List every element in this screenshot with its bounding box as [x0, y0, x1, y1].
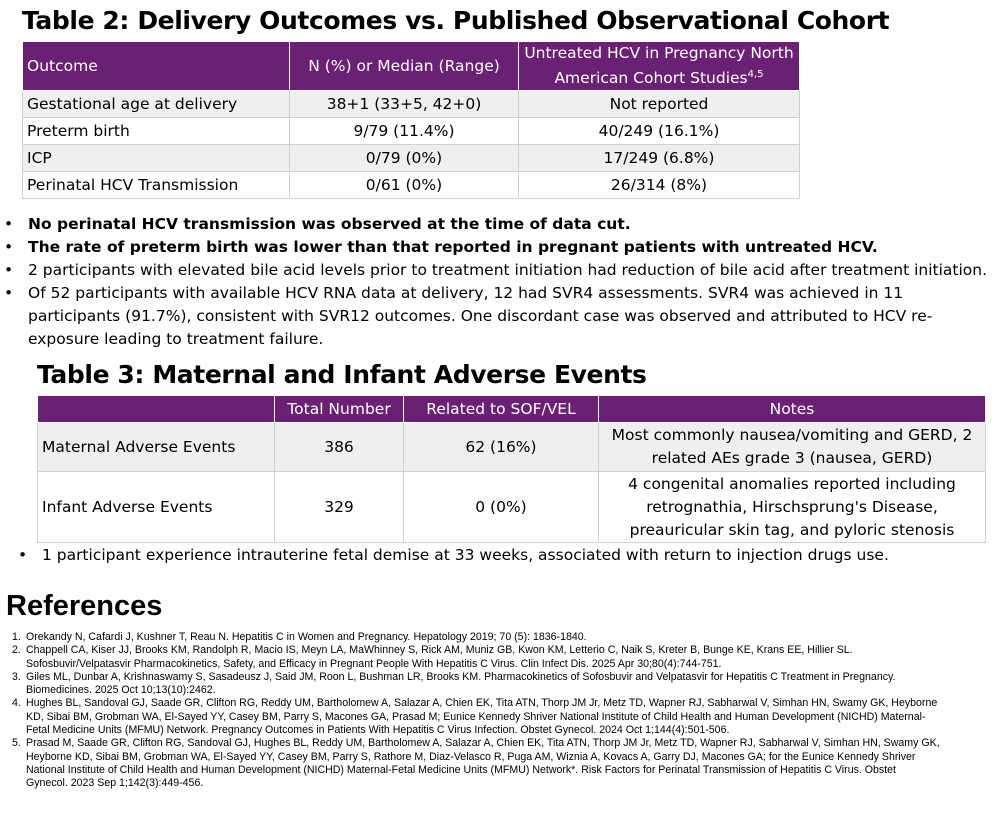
column-header-outcome: Outcome [23, 42, 290, 91]
column-header-related: Related to SOF/VEL [404, 396, 599, 423]
bullet-marker: • [4, 261, 14, 279]
cohort-cell: 26/314 (8%) [519, 172, 800, 199]
outcome-cell: Preterm birth [23, 118, 290, 145]
reference-text: Giles ML, Dunbar A, Krishnaswamy S, Sasadeusz J, Said JM, Roon L, Bushman LR, Brooks KM. Pharmacokinetics of Sofosbuvir and Velpatasvir for Hepatitis C Treatment in Pregnancy. Biomedicines. 2025 Oct 10;13(10):2462. [26, 670, 896, 697]
column-header-blank [38, 396, 275, 423]
column-header-cohort [519, 42, 800, 91]
table-header-row [38, 396, 986, 423]
value-cell: 38+1 (33+5, 42+0) [290, 91, 519, 118]
reference-text: Orekandy N, Cafardi J, Kushner T, Reau N. Hepatitis C in Women and Pregnancy. Hepatology 2019; 70 (5): 1836-1840. [26, 631, 587, 643]
reference-text: Chappell CA, Kiser JJ, Brooks KM, Randolph R, Macio IS, Meyn LA, MaWhinney S, Rick AM, Muniz GB, Kwon KM, Letterio C, Naik S, Kreter B, Bunge KE, Krans EE, Hillier SL. Sofosbuvir/Velpatasvir Pharmacokinetics, Safety, and Efficacy in Pregnant People With Hepatitis C Virus. Clin Infect Dis. 2025 Apr 30;80(4):744-751. [26, 644, 853, 670]
outcome-cell: ICP [23, 145, 290, 172]
total-cell: 386 [275, 423, 404, 472]
cohort-header-text: Untreated HCV in Pregnancy North American Cohort Studies [524, 43, 794, 88]
value-cell: 0/79 (0%) [290, 145, 519, 172]
reference-item [0, 737, 940, 790]
cohort-cell: 17/249 (6.8%) [519, 145, 800, 172]
table-row [23, 172, 800, 199]
cohort-header-citation: 4,5 [747, 68, 764, 80]
column-header-total: Total Number [275, 396, 404, 423]
reference-item [0, 631, 940, 644]
bullet-text: No perinatal HCV transmission was observed at the time of data cut. [28, 215, 631, 233]
bullet-marker: • [4, 284, 14, 302]
fetal-demise-bullet [18, 546, 889, 564]
table-row [23, 118, 800, 145]
table-row [23, 145, 800, 172]
event-label-cell: Maternal Adverse Events [38, 423, 275, 472]
list-item [0, 259, 996, 282]
outcome-cell: Perinatal HCV Transmission [23, 172, 290, 199]
bullet-marker: • [4, 238, 14, 256]
related-cell: 62 (16%) [404, 423, 599, 472]
reference-number: 1. [12, 631, 21, 643]
value-cell: 0/61 (0%) [290, 172, 519, 199]
bullet-text: Of 52 participants with available HCV RNA data at delivery, 12 had SVR4 assessments. SVR4 was achieved in 11 participants (91.7%), consistent with SVR12 outcomes. One discordant case was observed and attributed to HCV re-exposure leading to treatment failure. [28, 284, 933, 348]
total-cell: 329 [275, 472, 404, 543]
value-cell: 9/79 (11.4%) [290, 118, 519, 145]
bullet-text: The rate of preterm birth was lower than that reported in pregnant patients with untreated HCV. [28, 238, 878, 256]
outcome-cell: Gestational age at delivery [23, 91, 290, 118]
reference-number: 3. [12, 670, 21, 683]
column-header-n-median: N (%) or Median (Range) [290, 42, 519, 91]
bullet-marker: • [18, 546, 28, 564]
table-row [38, 472, 986, 543]
findings-bullet-list [0, 213, 996, 351]
related-cell: 0 (0%) [404, 472, 599, 543]
table-3-title: Table 3: Maternal and Infant Adverse Events [37, 360, 647, 389]
reference-item [0, 644, 940, 671]
list-item [0, 236, 996, 259]
cohort-cell: Not reported [519, 91, 800, 118]
list-item [0, 213, 996, 236]
table-2-title: Table 2: Delivery Outcomes vs. Published Observational Cohort [22, 6, 890, 35]
cohort-cell: 40/249 (16.1%) [519, 118, 800, 145]
reference-item [0, 697, 940, 737]
notes-cell: 4 congenital anomalies reported including retrognathia, Hirschsprung's Disease, preauricular skin tag, and pyloric stenosis [599, 472, 986, 543]
reference-number: 4. [12, 697, 21, 710]
references-heading: References [6, 590, 163, 622]
list-item [0, 282, 996, 351]
reference-item [0, 671, 940, 698]
bullet-marker: • [4, 215, 14, 233]
reference-text: Hughes BL, Sandoval GJ, Saade GR, Clifton RG, Reddy UM, Bartholomew A, Salazar A, Chien EK, Tita ATN, Thorp JM Jr, Metz TD, Wapner RJ, Sabharwal V, Simhan HN, Swamy GK, Heyborne KD, Sibai BM, Grobman WA, El-Sayed YY, Casey BM, Parry S, Macones GA, Prasad M; Eunice Kennedy Shriver National Institute of Child Health and Human Development (NICHD) Maternal-Fetal Medicine Units (MFMU) Network. Pregnancy Outcomes in Patients With Hepatitis C Virus Infection. Obstet Gynecol. 2024 Oct 1;144(4):501-506. [26, 697, 938, 737]
adverse-events-table [37, 395, 986, 543]
table-header-row [23, 42, 800, 91]
bullet-text: 1 participant experience intrauterine fetal demise at 33 weeks, associated with return to injection drugs use. [41, 546, 889, 564]
references-list [0, 631, 940, 791]
table-row [38, 423, 986, 472]
table-row [23, 91, 800, 118]
notes-cell: Most commonly nausea/vomiting and GERD, 2 related AEs grade 3 (nausea, GERD) [599, 423, 986, 472]
delivery-outcomes-table [22, 41, 800, 199]
reference-number: 2. [12, 644, 21, 657]
reference-text: Prasad M, Saade GR, Clifton RG, Sandoval GJ, Hughes BL, Reddy UM, Bartholomew A, Salazar A, Chien EK, Tita ATN, Thorp JM Jr, Metz TD, Wapner RJ, Sabharwal V, Simhan HN, Swamy GK, Heyborne KD, Sibai BM, Grobman WA, El-Sayed YY, Casey BM, Parry S, Rathore M, Diaz-Velasco R, Puga AM, Wiznia A, Kovacs A, Garry DJ, Macones GA; for the Eunice Kennedy Shriver National Institute of Child Health and Human Development (NICHD) Maternal-Fetal Medicine Units (MFMU) Network*. Risk Factors for Perinatal Transmission of Hepatitis C Virus. Obstet Gynecol. 2023 Sep 1;142(3):449-456. [26, 737, 940, 790]
bullet-text: 2 participants with elevated bile acid levels prior to treatment initiation had reduction of bile acid after treatment initiation. [28, 261, 988, 279]
column-header-notes: Notes [599, 396, 986, 423]
reference-number: 5. [12, 737, 21, 750]
event-label-cell: Infant Adverse Events [38, 472, 275, 543]
